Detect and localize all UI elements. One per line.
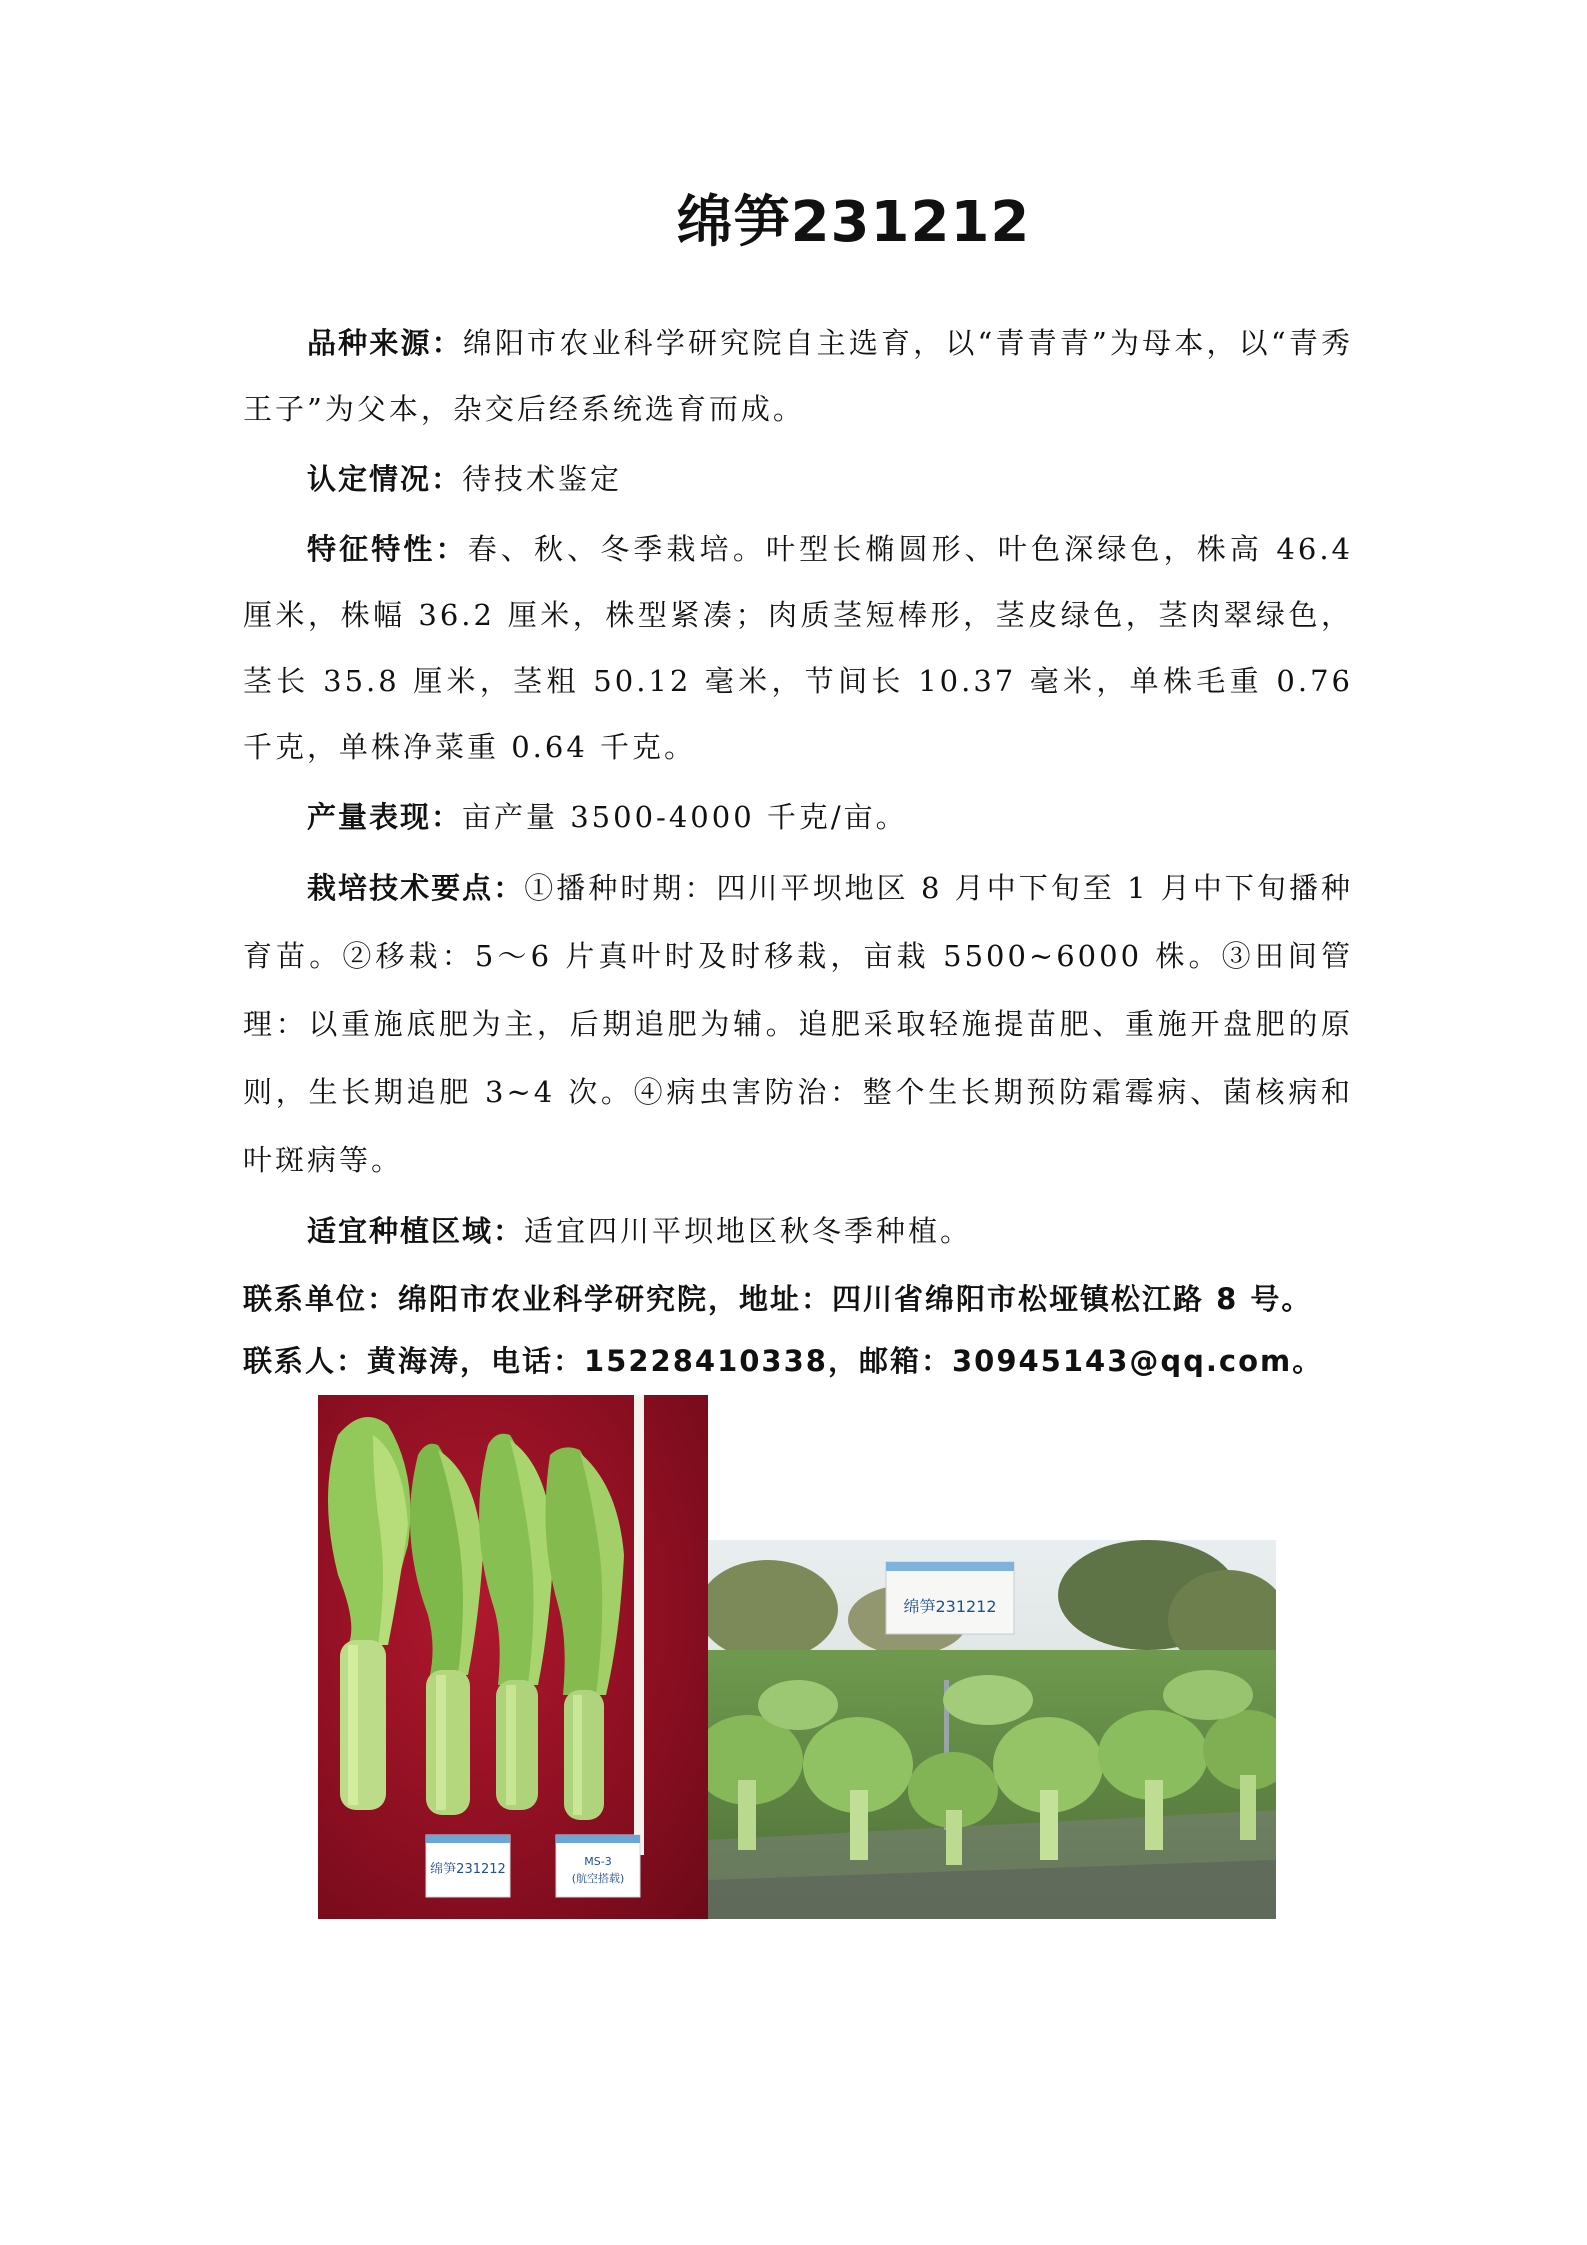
text-region: 适宜四川平坝地区秋冬季种植。 [524, 1214, 973, 1248]
label-cultivation: 栽培技术要点： [307, 871, 525, 905]
label-card-2 [556, 1835, 640, 1897]
paragraph-yield [243, 784, 1353, 850]
document-body [243, 310, 1353, 1392]
label-card-2-line1: MS-3 [584, 1855, 612, 1868]
contact-unit: 联系单位：绵阳市农业科学研究院，地址：四川省绵阳市松垭镇松江路 8 号。 [243, 1282, 1313, 1316]
label-yield: 产量表现： [307, 800, 463, 834]
photo-harvested-stems [318, 1395, 708, 1919]
harvested-stems-illustration [318, 1395, 708, 1919]
label-card-1-text: 绵笋231212 [430, 1862, 506, 1877]
text-certification: 待技术鉴定 [462, 462, 623, 496]
paragraph-certification [243, 446, 1353, 512]
text-characteristics: 春、秋、冬季栽培。叶型长椭圆形、叶色深绿色，株高 46.4 厘米，株幅 36.2 厘米，株型紧凑；肉质茎短棒形，茎皮绿色，茎肉翠绿色，茎长 35.8 厘米，茎粗 50.12 毫米，节间长 10.37 毫米，单株毛重 0.76 千克，单株净菜重 0.64 千克。 [243, 532, 1353, 764]
paragraph-region [243, 1198, 1353, 1264]
lettuce-plant-3 [479, 1434, 554, 1810]
label-card-1 [426, 1835, 510, 1897]
label-region: 适宜种植区域： [307, 1214, 525, 1248]
paragraph-characteristics [243, 516, 1353, 780]
paragraph-source [243, 310, 1353, 442]
ruler [634, 1395, 644, 1855]
lettuce-plant-4 [546, 1447, 625, 1820]
page-title: 绵笋231212 [676, 190, 1031, 255]
label-certification: 认定情况： [307, 462, 463, 496]
photo-field [708, 1540, 1276, 1919]
field-illustration [708, 1540, 1276, 1919]
text-cultivation: ①播种时期：四川平坝地区 8 月中下旬至 1 月中下旬播种育苗。②移栽：5～6 片真叶时及时移栽，亩栽 5500~6000 株。③田间管理：以重施底肥为主，后期追肥为辅。追肥采取轻施提苗肥、重施开盘肥的原则，生长期追肥 3~4 次。④病虫害防治：整个生长期预防霜霉病、菌核病和叶斑病等。 [243, 871, 1353, 1177]
paragraph-cultivation [243, 854, 1353, 1194]
label-source: 品种来源： [307, 326, 463, 360]
label-card-2-line2: (航空搭载) [571, 1872, 625, 1885]
contact-person: 联系人：黄海涛，电话：15228410338，邮箱：30945143@qq.com。 [243, 1344, 1324, 1378]
lettuce-plant-2 [410, 1444, 483, 1815]
lettuce-plant-1 [328, 1417, 411, 1810]
text-source: 绵阳市农业科学研究院自主选育，以“青青青”为母本，以“青秀王子”为父本，杂交后经系统选育而成。 [243, 326, 1353, 426]
text-yield: 亩产量 3500-4000 千克/亩。 [462, 800, 908, 834]
field-sign-text: 绵笋231212 [903, 1597, 997, 1616]
label-characteristics: 特征特性： [307, 532, 468, 566]
